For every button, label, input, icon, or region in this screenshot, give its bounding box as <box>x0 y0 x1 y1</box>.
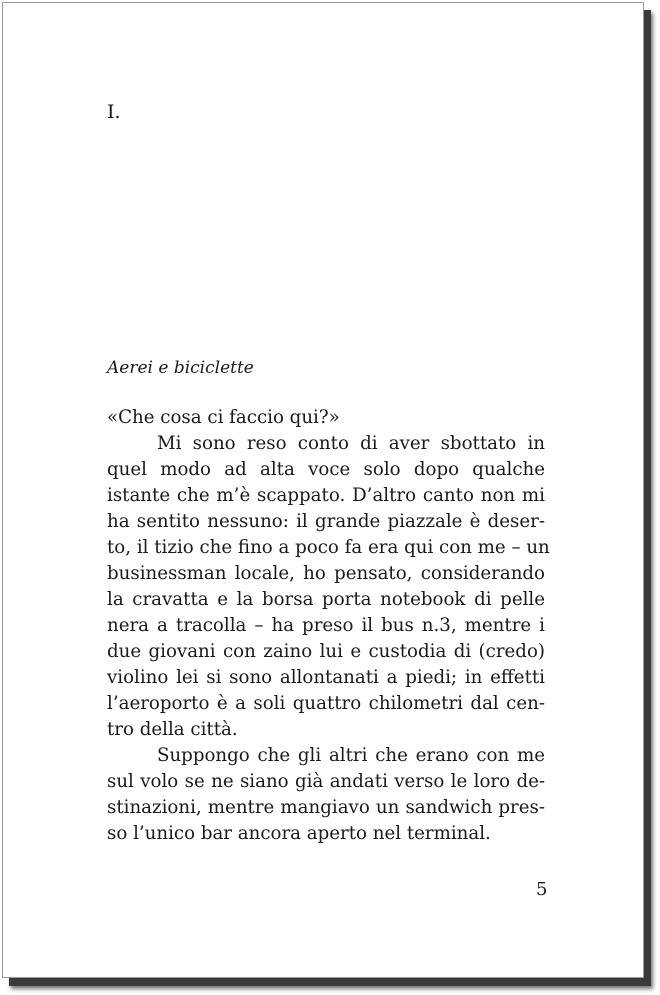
body-text <box>107 405 550 847</box>
chapter-title: Aerei e biciclette <box>107 358 254 378</box>
text-line: stinazioni, mentre mangiavo un sandwich pres- <box>107 797 545 818</box>
page-number: 5 <box>536 879 548 900</box>
text-line: quel modo ad alta voce solo dopo qualche <box>107 459 545 480</box>
text-line: ha sentito nessuno: il grande piazzale è deser- <box>107 511 545 532</box>
text-line: due giovani con zaino lui e custodia di (credo) <box>107 641 545 662</box>
text-line: «Che cosa ci faccio qui?» <box>107 407 340 428</box>
text-line: istante che m’è scappato. D’altro canto non mi <box>107 485 545 506</box>
chapter-number: I. <box>107 101 121 123</box>
text-line: violino lei si sono allontanati a piedi; in effetti <box>107 667 545 688</box>
text-line: la cravatta e la borsa porta notebook di pelle <box>107 589 545 610</box>
text-line: sul volo se ne siano già andati verso le loro de- <box>107 771 545 792</box>
text-line: to, il tizio che fino a poco fa era qui con me – un <box>107 537 550 558</box>
book-page <box>2 2 644 978</box>
text-line: Mi sono reso conto di aver sbottato in <box>157 433 545 454</box>
text-line: nera a tracolla – ha preso il bus n.3, mentre i <box>107 615 545 636</box>
text-line: l’aeroporto è a soli quattro chilometri dal cen- <box>107 693 545 714</box>
text-line: Suppongo che gli altri che erano con me <box>157 745 545 766</box>
text-line: so l’unico bar ancora aperto nel terminal. <box>107 823 491 844</box>
text-line: businessman locale, ho pensato, considerando <box>107 563 545 584</box>
text-line: tro della città. <box>107 719 238 740</box>
